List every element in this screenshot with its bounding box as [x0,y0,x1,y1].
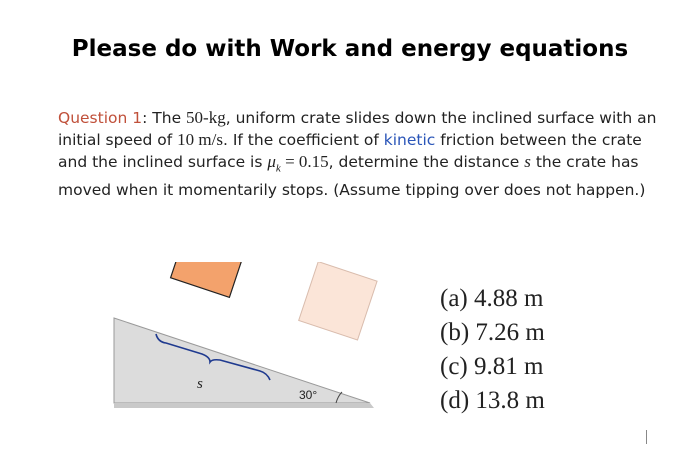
crate-initial [171,262,249,297]
choice-value: 4.88 m [474,285,544,312]
distance-label: s [197,376,203,392]
question-seg4: friction between the crate and the inclined surface is [58,131,642,171]
incline-figure [110,262,380,422]
incline-base-shadow [114,403,374,408]
answer-choices [440,282,545,418]
question-colon: : [142,109,153,127]
speed-value: 10 m/s [177,130,223,149]
angle-label: 30° [299,388,318,402]
choice-c[interactable] [440,350,545,384]
choice-value: 7.26 m [475,319,545,346]
choice-b[interactable] [440,316,545,350]
mu-subscript: k [275,162,281,175]
text-cursor [646,430,647,444]
choice-value: 9.81 m [474,353,544,380]
question-seg2: , uniform crate slides down the inclined surface with an initial speed of [58,109,657,149]
mu-value: = 0.15 [280,152,329,171]
choice-label: (c) [440,353,468,380]
mu-expression [267,152,329,175]
question-seg1: The [152,109,187,127]
question-seg6: the crate has moved when it momentarily stops. (Assume tipping over does not happen.) [58,153,646,200]
page-heading: Please do with Work and energy equations [71,36,629,62]
question-seg3: . If the coefficient of [222,131,384,149]
distance-variable: s [524,152,531,171]
question-seg5: , determine the distance [328,153,525,171]
crate-final [299,262,377,340]
question-text [58,107,663,201]
incline-diagram [110,262,380,422]
choice-label: (a) [440,285,468,312]
choice-a[interactable] [440,282,545,316]
choice-d[interactable] [440,384,545,418]
choice-value: 13.8 m [475,387,545,414]
mu-symbol: μ [267,152,276,171]
mass-value: 50-kg [186,108,226,127]
choice-label: (b) [440,319,470,346]
question-label: Question 1 [58,109,143,127]
choice-label: (d) [440,387,470,414]
kinetic-keyword: kinetic [383,131,436,149]
